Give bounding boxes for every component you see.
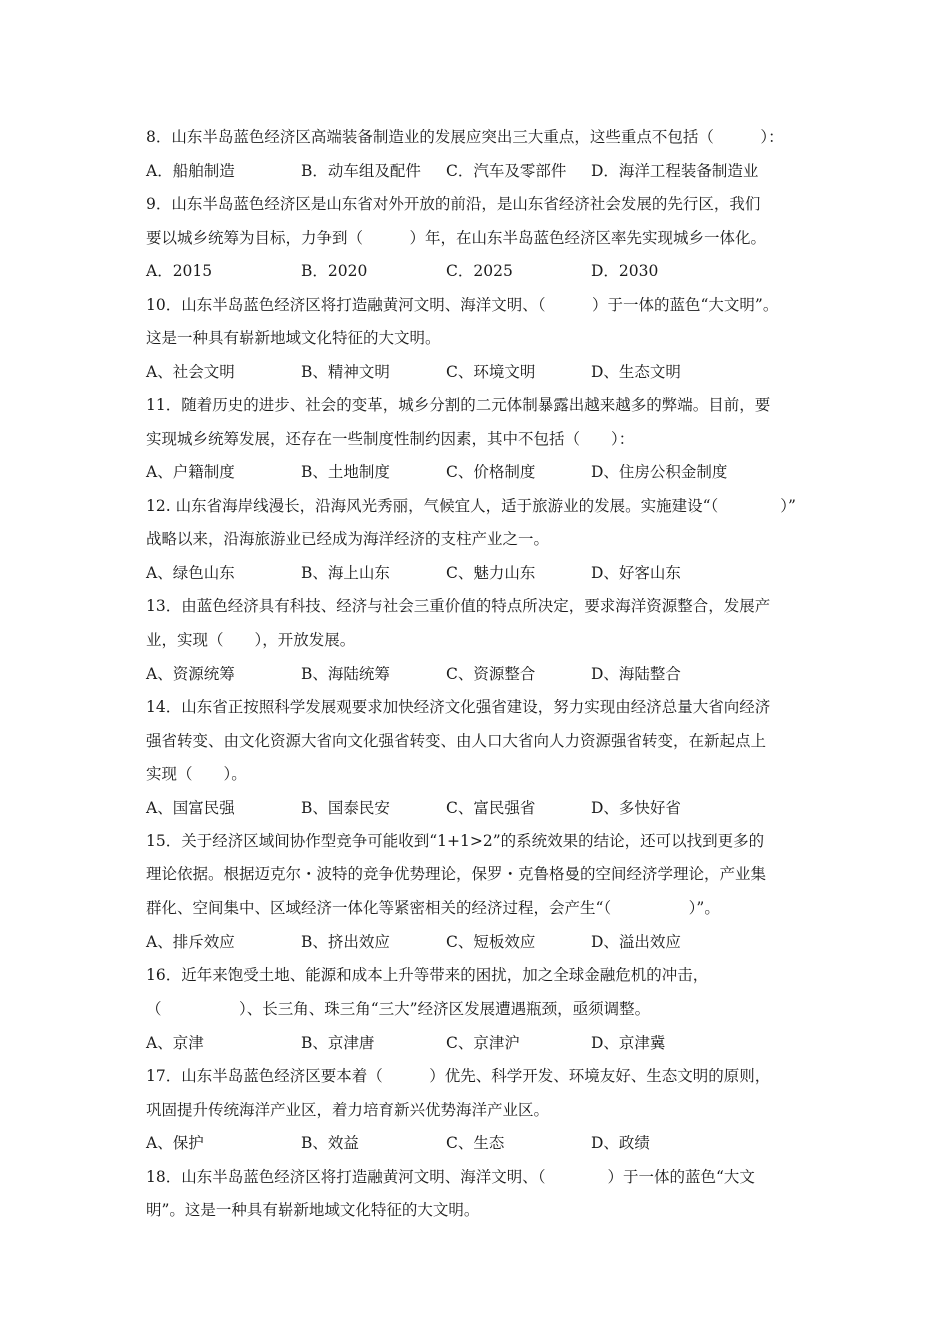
answer-option-a: A、保护 <box>146 1134 204 1152</box>
answer-option-c: C、魅力山东 <box>446 564 536 582</box>
question-text: 17．山东半岛蓝色经济区要本着（ ）优先、科学开发、环境友好、生态文明的原则， <box>146 1067 771 1085</box>
answer-options <box>146 461 810 483</box>
answer-options <box>146 562 810 584</box>
answer-options <box>146 1132 810 1154</box>
answer-options <box>146 797 810 819</box>
question-text-continued: 群化、空间集中、区域经济一体化等紧密相关的经济过程，会产生“（ ）”。 <box>146 899 720 917</box>
answer-option-d: D、生态文明 <box>591 363 681 381</box>
answer-option-b: B、挤出效应 <box>301 933 390 951</box>
answer-option-a: A、资源统筹 <box>146 665 235 683</box>
question-text: 12. 山东省海岸线漫长，沿海风光秀丽，气候宜人，适于旅游业的发展。实施建设“（ ）” <box>146 497 796 515</box>
answer-option-b: B、效益 <box>301 1134 359 1152</box>
answer-option-d: D、多快好省 <box>591 799 681 817</box>
answer-options <box>146 1032 810 1054</box>
question-text: 9．山东半岛蓝色经济区是山东省对外开放的前沿，是山东省经济社会发展的先行区，我们 <box>146 195 761 213</box>
question-text: 11．随着历史的进步、社会的变革，城乡分割的二元体制暴露出越来越多的弊端。目前，要 <box>146 396 771 414</box>
answer-option-a: A、户籍制度 <box>146 463 235 481</box>
answer-option-b: B、海上山东 <box>301 564 390 582</box>
answer-option-a: A、国富民强 <box>146 799 235 817</box>
answer-option-a: A、京津 <box>146 1034 204 1052</box>
question-text: 10．山东半岛蓝色经济区将打造融黄河文明、海洋文明、（ ）于一体的蓝色“大文明”。 <box>146 296 779 314</box>
answer-option-d: D、政绩 <box>591 1134 650 1152</box>
answer-option-c: C、京津沪 <box>446 1034 520 1052</box>
question-text-continued: 巩固提升传统海洋产业区，着力培育新兴优势海洋产业区。 <box>146 1101 550 1119</box>
answer-option-a: A．船舶制造 <box>146 162 235 180</box>
question-text-continued: （ ）、长三角、珠三角“三大”经济区发展遭遇瓶颈，亟须调整。 <box>146 1000 651 1018</box>
answer-option-b: B、京津唐 <box>301 1034 375 1052</box>
answer-option-c: C、短板效应 <box>446 933 536 951</box>
question-text-continued: 战略以来，沿海旅游业已经成为海洋经济的支柱产业之一。 <box>146 530 550 548</box>
answer-option-c: C．2025 <box>446 262 513 280</box>
question-text-continued: 实现（ ）。 <box>146 765 247 783</box>
question-text: 13．由蓝色经济具有科技、经济与社会三重价值的特点所决定，要求海洋资源整合，发展产 <box>146 597 771 615</box>
answer-option-d: D、溢出效应 <box>591 933 681 951</box>
question-text: 16．近年来饱受土地、能源和成本上升等带来的困扰，加之全球金融危机的冲击， <box>146 966 709 984</box>
answer-options <box>146 663 810 685</box>
answer-option-c: C、环境文明 <box>446 363 536 381</box>
question-text-continued: 明”。这是一种具有崭新地域文化特征的大文明。 <box>146 1201 480 1219</box>
answer-option-d: D、海陆整合 <box>591 665 681 683</box>
answer-option-b: B、土地制度 <box>301 463 390 481</box>
answer-options <box>146 260 810 282</box>
question-text: 18．山东半岛蓝色经济区将打造融黄河文明、海洋文明、（ ）于一体的蓝色“大文 <box>146 1168 755 1186</box>
answer-option-d: D．海洋工程装备制造业 <box>591 162 759 180</box>
answer-option-b: B、海陆统筹 <box>301 665 390 683</box>
answer-option-b: B、精神文明 <box>301 363 390 381</box>
question-text: 8．山东半岛蓝色经济区高端装备制造业的发展应突出三大重点，这些重点不包括（ ）： <box>146 128 784 146</box>
answer-option-a: A、排斥效应 <box>146 933 235 951</box>
answer-option-d: D、京津冀 <box>591 1034 666 1052</box>
answer-option-c: C、富民强省 <box>446 799 536 817</box>
answer-option-a: A．2015 <box>146 262 213 280</box>
answer-option-b: B、国泰民安 <box>301 799 390 817</box>
answer-option-a: A、社会文明 <box>146 363 235 381</box>
answer-option-a: A、绿色山东 <box>146 564 235 582</box>
question-text-continued: 理论依据。根据迈克尔・波特的竞争优势理论，保罗・克鲁格曼的空间经济学理论，产业集 <box>146 865 767 883</box>
answer-option-b: B．动车组及配件 <box>301 162 421 180</box>
question-text: 14．山东省正按照科学发展观要求加快经济文化强省建设，努力实现由经济总量大省向经济 <box>146 698 771 716</box>
answer-option-d: D．2030 <box>591 262 659 280</box>
answer-option-c: C、价格制度 <box>446 463 536 481</box>
answer-options <box>146 361 810 383</box>
answer-option-c: C、生态 <box>446 1134 505 1152</box>
answer-options <box>146 931 810 953</box>
question-text: 15．关于经济区域间协作型竞争可能收到“1+1>2”的系统效果的结论，还可以找到更多的 <box>146 832 765 850</box>
question-text-continued: 这是一种具有崭新地域文化特征的大文明。 <box>146 329 441 347</box>
answer-option-c: C．汽车及零部件 <box>446 162 567 180</box>
question-text-continued: 强省转变、由文化资源大省向文化强省转变、由人口大省向人力资源强省转变，在新起点上 <box>146 732 767 750</box>
answer-option-b: B．2020 <box>301 262 368 280</box>
answer-option-d: D、住房公积金制度 <box>591 463 728 481</box>
answer-option-c: C、资源整合 <box>446 665 536 683</box>
question-text-continued: 实现城乡统筹发展，还存在一些制度性制约因素，其中不包括（ ）： <box>146 430 635 448</box>
question-text-continued: 要以城乡统筹为目标，力争到（ ）年，在山东半岛蓝色经济区率先实现城乡一体化。 <box>146 229 767 247</box>
answer-options <box>146 160 810 182</box>
answer-option-d: D、好客山东 <box>591 564 681 582</box>
question-text-continued: 业，实现（ ），开放发展。 <box>146 631 356 649</box>
